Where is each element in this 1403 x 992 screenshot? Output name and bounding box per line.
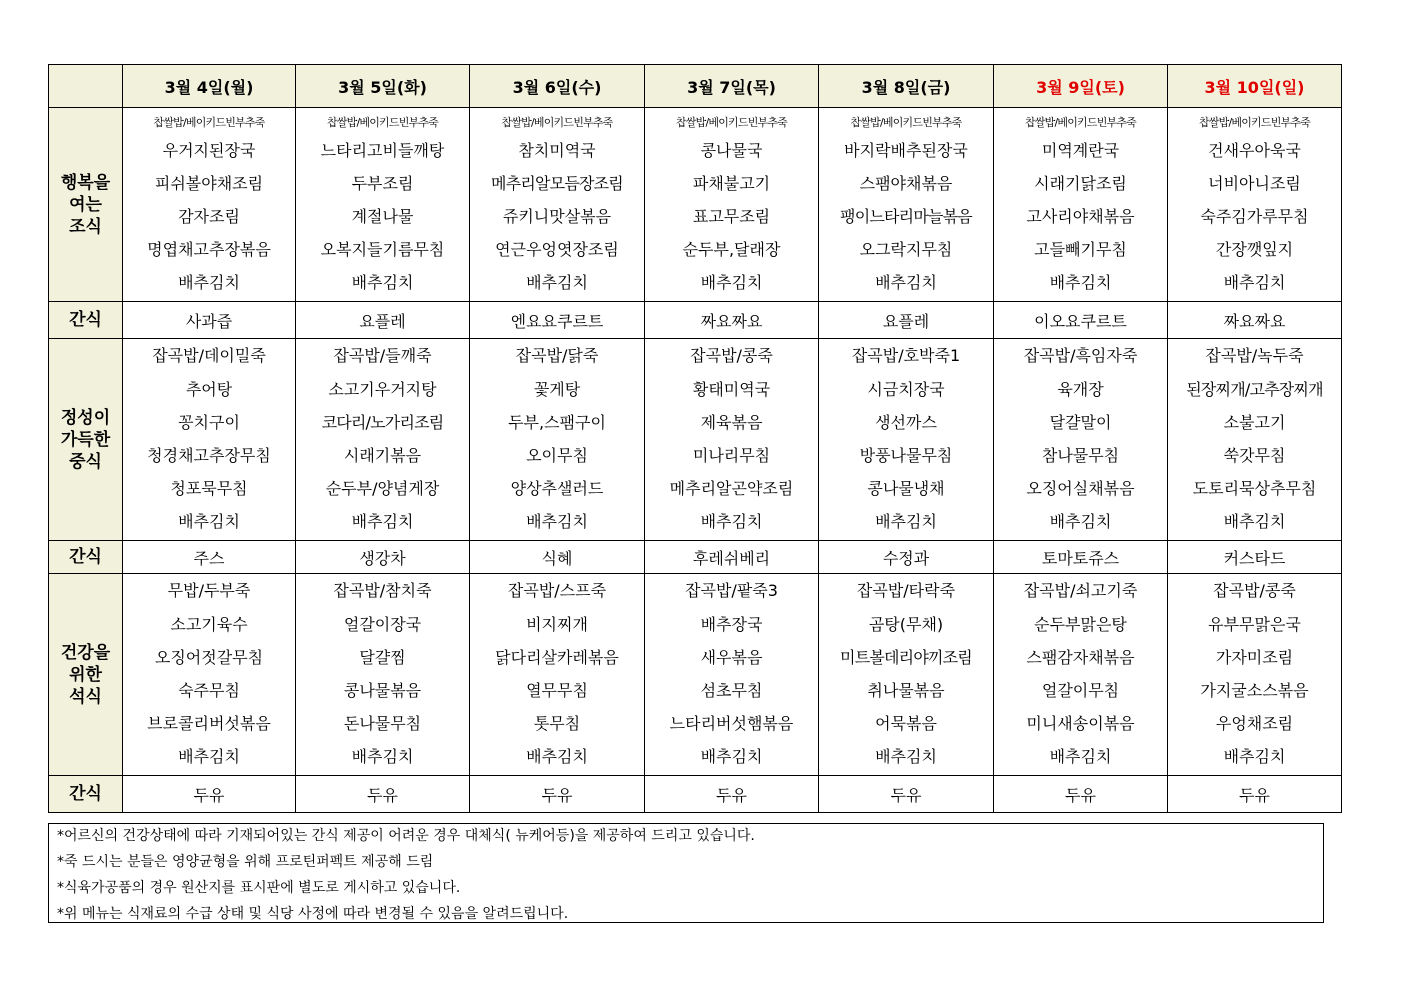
snack-cell: 토마토쥬스 (994, 541, 1168, 574)
breakfast-row (49, 108, 1342, 302)
menu-item: 배추김치 (700, 512, 763, 531)
date-header-row (49, 65, 1342, 108)
menu-item: 배추김치 (351, 747, 414, 766)
dinner-menu-cell (645, 574, 819, 776)
breakfast-menu-cell (296, 108, 470, 302)
snack-cell: 두유 (470, 776, 645, 813)
menu-rice-porridge: 찹쌀밥/베이키드빈부추죽 (1199, 116, 1310, 129)
breakfast-menu-cell (819, 108, 994, 302)
note-line: *죽 드시는 분들은 영양균형을 위해 프로틴퍼펙트 제공해 드림 (57, 854, 434, 870)
menu-item: 배추김치 (178, 512, 240, 531)
menu-item: 취나물볶음 (867, 681, 945, 700)
note-line: *위 메뉴는 식재료의 수급 상태 및 식당 사정에 따라 변경될 수 있음을 알려드립니다. (57, 906, 569, 922)
snack-cell: 짜요짜요 (645, 302, 819, 339)
menu-item: 스팸감자채볶음 (1026, 648, 1135, 667)
snack-cell: 요플레 (819, 302, 994, 339)
lunch-label (49, 339, 123, 541)
menu-rice-porridge: 잡곡밥/스프죽 (507, 581, 607, 600)
menu-item: 미니새송이볶음 (1026, 714, 1135, 733)
menu-rice-porridge: 찹쌀밥/베이키드빈부추죽 (850, 116, 962, 129)
menu-item: 섬초무침 (700, 681, 763, 700)
day-header-fri: 3월 8일(금) (819, 65, 994, 108)
menu-item: 배추김치 (1049, 273, 1112, 292)
snack-cell: 엔요요쿠르트 (470, 302, 645, 339)
menu-item: 유부무맑은국 (1208, 615, 1301, 634)
menu-item: 감자조림 (178, 207, 240, 226)
menu-rice-porridge: 찹쌀밥/베이키드빈부추죽 (1025, 116, 1136, 129)
menu-item: 표고무조림 (692, 207, 771, 226)
lunch-row (49, 339, 1342, 541)
snack-cell: 두유 (819, 776, 994, 813)
snack-row-afternoon (49, 541, 1342, 574)
menu-item: 바지락배추된장국 (844, 141, 968, 160)
lunch-menu-cell (123, 339, 296, 541)
menu-item: 가자미조림 (1215, 648, 1294, 667)
menu-item: 얼갈이장국 (343, 615, 422, 634)
snack-cell: 후레쉬베리 (645, 541, 819, 574)
day-header-thu: 3월 7일(목) (645, 65, 819, 108)
menu-item: 어묵볶음 (875, 714, 937, 733)
meal-label-line: 위한 (69, 664, 102, 685)
menu-item: 명엽채고추장볶음 (147, 240, 271, 259)
menu-item: 배추장국 (700, 615, 763, 634)
menu-item: 배추김치 (1223, 273, 1286, 292)
menu-item: 소고기우거지탕 (328, 380, 437, 399)
menu-item: 오그락지무침 (859, 240, 953, 259)
snack-cell: 짜요짜요 (1168, 302, 1342, 339)
menu-rice-porridge: 잡곡밥/데이밀죽 (152, 346, 266, 365)
header-corner-cell (49, 65, 123, 108)
snack-cell: 사과즙 (123, 302, 296, 339)
meal-label-line: 가득한 (60, 429, 111, 450)
dinner-menu-cell (470, 574, 645, 776)
menu-item: 참치미역국 (518, 141, 596, 160)
menu-item: 쑥갓무침 (1223, 446, 1286, 465)
menu-rice-porridge: 찹쌀밥/베이키드빈부추죽 (327, 116, 438, 129)
menu-rice-porridge: 잡곡밥/타락죽 (856, 581, 956, 600)
menu-item: 숙주무침 (178, 681, 240, 700)
day-header-mon: 3월 4일(월) (123, 65, 296, 108)
menu-item: 오복지들기름무침 (320, 240, 445, 259)
day-header-sun: 3월 10일(일) (1168, 65, 1342, 108)
weekly-menu-table (48, 64, 1342, 813)
menu-item: 새우볶음 (700, 648, 763, 667)
menu-item: 꽁치구이 (178, 413, 240, 432)
menu-item: 우거지된장국 (162, 141, 256, 160)
menu-rice-porridge: 잡곡밥/참치죽 (333, 581, 432, 600)
menu-item: 오징어실채볶음 (1026, 479, 1135, 498)
menu-item: 순두부맑은탕 (1034, 615, 1127, 634)
snack-cell: 수정과 (819, 541, 994, 574)
menu-item: 열무무침 (526, 681, 588, 700)
menu-item: 파채불고기 (692, 174, 771, 193)
menu-item: 쥬키니맛살볶음 (502, 207, 612, 226)
menu-item: 된장찌개/고추장찌개 (1186, 380, 1323, 399)
breakfast-menu-cell (1168, 108, 1342, 302)
menu-item: 배추김치 (526, 747, 588, 766)
menu-item: 배추김치 (1223, 512, 1286, 531)
menu-rice-porridge: 잡곡밥/녹두죽 (1205, 346, 1304, 365)
day-header-tue: 3월 5일(화) (296, 65, 470, 108)
menu-item: 콩나물냉채 (867, 479, 945, 498)
breakfast-menu-cell (470, 108, 645, 302)
lunch-menu-cell (1168, 339, 1342, 541)
menu-item: 오이무침 (526, 446, 588, 465)
menu-item: 달걀말이 (1049, 413, 1112, 432)
menu-item: 브로콜리버섯볶음 (147, 714, 271, 733)
day-header-sat: 3월 9일(토) (994, 65, 1168, 108)
menu-item: 배추김치 (526, 512, 588, 531)
meal-label-line: 정성이 (60, 407, 111, 428)
menu-item: 느타리고비들깨탕 (320, 141, 445, 160)
menu-item: 청경채고추장무침 (147, 446, 271, 465)
dinner-menu-cell (994, 574, 1168, 776)
menu-item: 배추김치 (875, 512, 937, 531)
menu-item: 달걀찜 (359, 648, 406, 667)
menu-rice-porridge: 잡곡밥/팥죽3 (685, 581, 778, 600)
menu-item: 제육볶음 (700, 413, 763, 432)
menu-item: 꽃게탕 (533, 380, 581, 399)
dinner-menu-cell (819, 574, 994, 776)
meal-label-line: 건강을 (60, 642, 111, 663)
breakfast-menu-cell (994, 108, 1168, 302)
menu-item: 방풍나물무침 (859, 446, 953, 465)
dinner-label (49, 574, 123, 776)
breakfast-menu-cell (645, 108, 819, 302)
note-line: *어르신의 건강상태에 따라 기재되어있는 간식 제공이 어려운 경우 대체식( 뉴케어등)을 제공하여 드리고 있습니다. (57, 828, 755, 844)
menu-item: 미나리무침 (692, 446, 771, 465)
snack-cell: 요플레 (296, 302, 470, 339)
lunch-menu-cell (645, 339, 819, 541)
dinner-row (49, 574, 1342, 776)
snack-cell: 두유 (1168, 776, 1342, 813)
snack-cell: 커스타드 (1168, 541, 1342, 574)
menu-item: 우엉채조림 (1215, 714, 1294, 733)
snack-label: 간식 (49, 541, 123, 574)
menu-item: 가지굴소스볶음 (1200, 681, 1309, 700)
lunch-menu-cell (819, 339, 994, 541)
menu-rice-porridge: 잡곡밥/콩죽 (1213, 581, 1296, 600)
menu-item: 두부,스팸구이 (508, 413, 606, 432)
snack-cell: 식혜 (470, 541, 645, 574)
menu-item: 소고기육수 (170, 615, 248, 634)
menu-item: 배추김치 (351, 512, 414, 531)
menu-rice-porridge: 무밥/두부죽 (167, 581, 251, 600)
menu-rice-porridge: 잡곡밥/닭죽 (515, 346, 599, 365)
snack-cell: 두유 (296, 776, 470, 813)
lunch-menu-cell (470, 339, 645, 541)
menu-item: 배추김치 (875, 747, 937, 766)
snack-cell: 이오요쿠르트 (994, 302, 1168, 339)
snack-cell: 생강차 (296, 541, 470, 574)
menu-item: 양상추샐러드 (510, 479, 604, 498)
note-line: *식육가공품의 경우 원산지를 표시판에 별도로 게시하고 있습니다. (57, 880, 461, 896)
snack-cell: 주스 (123, 541, 296, 574)
menu-rice-porridge: 찹쌀밥/베이키드빈부추죽 (153, 116, 265, 129)
menu-item: 미역계란국 (1041, 141, 1120, 160)
day-header-wed: 3월 6일(수) (470, 65, 645, 108)
menu-item: 콩나물국 (700, 141, 763, 160)
menu-item: 톳무침 (533, 714, 581, 733)
dinner-menu-cell (123, 574, 296, 776)
snack-row-morning (49, 302, 1342, 339)
meal-label-line: 행복을 (60, 172, 111, 193)
menu-item: 순두부/양념게장 (325, 479, 440, 498)
menu-item: 코다리/노가리조림 (321, 413, 444, 432)
menu-item: 메추리알곤약조림 (669, 479, 794, 498)
menu-item: 닭다리살카레볶음 (495, 648, 619, 667)
menu-item: 참나물무침 (1041, 446, 1120, 465)
menu-item: 너비아니조림 (1208, 174, 1301, 193)
meal-label-line: 중식 (69, 451, 102, 472)
menu-rice-porridge: 잡곡밥/호박죽1 (851, 346, 961, 365)
menu-rice-porridge: 잡곡밥/쇠고기죽 (1023, 581, 1138, 600)
menu-item: 고들빼기무침 (1034, 240, 1127, 259)
menu-item: 고사리야채볶음 (1026, 207, 1135, 226)
menu-item: 생선까스 (875, 413, 937, 432)
meal-label-line: 여는 (69, 194, 102, 215)
menu-item: 배추김치 (700, 273, 763, 292)
menu-item: 돈나물무침 (343, 714, 422, 733)
menu-item: 배추김치 (1223, 747, 1286, 766)
menu-item: 두부조림 (351, 174, 414, 193)
menu-item: 배추김치 (351, 273, 414, 292)
menu-item: 시래기볶음 (343, 446, 422, 465)
menu-item: 계절나물 (351, 207, 414, 226)
menu-item: 시래기닭조림 (1034, 174, 1127, 193)
dinner-menu-cell (1168, 574, 1342, 776)
snack-label: 간식 (49, 302, 123, 339)
menu-item: 오징어젓갈무침 (154, 648, 264, 667)
menu-item: 도토리묵상추무침 (1192, 479, 1317, 498)
menu-item: 청포묵무침 (170, 479, 248, 498)
menu-item: 육개장 (1057, 380, 1104, 399)
meal-label-line: 조식 (69, 216, 102, 237)
notes-box (48, 823, 1324, 923)
menu-item: 배추김치 (178, 273, 240, 292)
menu-item: 피쉬볼야채조림 (154, 174, 264, 193)
dinner-menu-cell (296, 574, 470, 776)
menu-item: 배추김치 (1049, 747, 1112, 766)
breakfast-label (49, 108, 123, 302)
snack-row-evening (49, 776, 1342, 813)
menu-item: 스팸야채볶음 (859, 174, 953, 193)
menu-item: 황태미역국 (692, 380, 771, 399)
lunch-menu-cell (994, 339, 1168, 541)
menu-item: 팽이느타리마늘볶음 (840, 207, 972, 226)
menu-item: 미트볼데리야끼조림 (840, 648, 972, 667)
menu-item: 느타리버섯햄볶음 (669, 714, 794, 733)
menu-item: 순두부,달래장 (682, 240, 781, 259)
menu-item: 얼갈이무침 (1041, 681, 1120, 700)
menu-rice-porridge: 잡곡밥/콩죽 (690, 346, 773, 365)
meal-label-line: 석식 (69, 686, 102, 707)
menu-item: 메추리알모듬장조림 (491, 174, 623, 193)
menu-item: 콩나물볶음 (343, 681, 422, 700)
snack-label: 간식 (49, 776, 123, 813)
menu-item: 배추김치 (526, 273, 588, 292)
menu-item: 건새우아욱국 (1208, 141, 1301, 160)
snack-cell: 두유 (994, 776, 1168, 813)
menu-rice-porridge: 찹쌀밥/베이키드빈부추죽 (501, 116, 613, 129)
menu-item: 추어탕 (185, 380, 233, 399)
menu-item: 곰탕(무채) (868, 615, 944, 634)
menu-rice-porridge: 찹쌀밥/베이키드빈부추죽 (676, 116, 787, 129)
menu-item: 비지찌개 (526, 615, 588, 634)
menu-item: 배추김치 (700, 747, 763, 766)
breakfast-menu-cell (123, 108, 296, 302)
menu-rice-porridge: 잡곡밥/들깨죽 (333, 346, 432, 365)
lunch-menu-cell (296, 339, 470, 541)
menu-item: 간장깻잎지 (1215, 240, 1294, 259)
snack-cell: 두유 (123, 776, 296, 813)
menu-item: 소불고기 (1223, 413, 1286, 432)
menu-item: 연근우엉엿장조림 (495, 240, 619, 259)
snack-cell: 두유 (645, 776, 819, 813)
menu-item: 숙주김가루무침 (1200, 207, 1309, 226)
menu-rice-porridge: 잡곡밥/흑임자죽 (1023, 346, 1138, 365)
menu-item: 배추김치 (875, 273, 937, 292)
menu-item: 배추김치 (1049, 512, 1112, 531)
menu-item: 배추김치 (178, 747, 240, 766)
menu-item: 시금치장국 (867, 380, 945, 399)
